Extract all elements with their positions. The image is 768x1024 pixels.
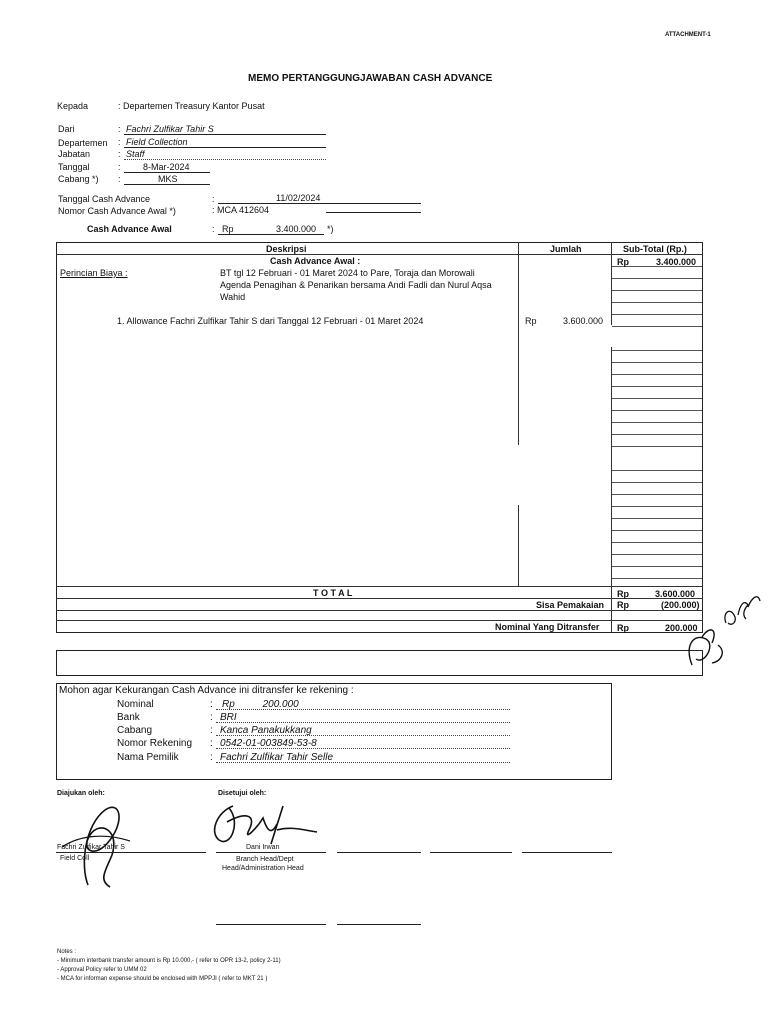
signature-disetujui (205, 800, 325, 850)
tanggal-advance-value: 11/02/2024 (276, 193, 321, 203)
cash-advance-awal-suffix: *) (327, 224, 334, 234)
header-deskripsi: Deskripsi (266, 244, 307, 254)
nominal-rp: Rp (617, 623, 629, 633)
field-label-dari: Dari (58, 124, 75, 134)
notes-line-1: - Minimum interbank transfer amount is Rp 10.000,- ( refer to OPR 13-2, policy 2-11) (57, 958, 281, 964)
cash-advance-awal-row: Cash Advance Awal : (270, 256, 361, 266)
kepada-label: Kepada (57, 101, 89, 111)
desc-line-2: Agenda Penagihan & Penarikan bersama Andi Fadli dan Nurul Aqsa (220, 280, 492, 290)
page-title: MEMO PERTANGGUNGJAWABAN CASH ADVANCE (248, 73, 493, 84)
diajukan-label: Diajukan oleh: (57, 790, 105, 797)
field-value-departemen: Field Collection (126, 137, 188, 147)
disetujui-label: Disetujui oleh: (218, 790, 267, 797)
sisa-label: Sisa Pemakaian (536, 600, 605, 610)
transfer-heading: Mohon agar Kekurangan Cash Advance ini ditransfer ke rekening : (59, 685, 354, 696)
notes-title: Notes : (57, 949, 77, 955)
nominal-label: Nominal Yang Ditransfer (495, 622, 600, 632)
field-value-jabatan: Staff (126, 149, 145, 159)
desc-line-3: Wahid (220, 292, 246, 302)
field-value-tanggal: 8-Mar-2024 (143, 162, 190, 172)
sisa-value: (200.000) (661, 600, 700, 610)
item-allowance: 1. Allowance Fachri Zulfikar Tahir S dari Tanggal 12 Februari - 01 Maret 2024 (117, 316, 424, 326)
transfer-value-nominal: Rp 200.000 (222, 699, 299, 710)
transfer-label-bank: Bank (117, 712, 140, 723)
cash-advance-awal-label: Cash Advance Awal (87, 224, 172, 234)
field-label-tanggal: Tanggal (58, 162, 90, 172)
nomor-advance-label: Nomor Cash Advance Awal *) (58, 206, 176, 216)
desc-line-1: BT tgl 12 Februari - 01 Maret 2024 to Pare, Toraja dan Morowali (220, 268, 475, 278)
subtotal-rp: Rp (617, 257, 629, 267)
transfer-label-cabang: Cabang (117, 725, 153, 736)
disetujui-role-2: Head/Administration Head (222, 865, 304, 872)
transfer-value-bank: BRI (220, 712, 237, 723)
item-rp: Rp (525, 316, 537, 326)
nomor-advance-value: : MCA 412604 (212, 205, 270, 215)
cash-advance-awal-value: 3.400.000 (276, 224, 317, 234)
total-value: 3.600.000 (655, 589, 696, 599)
field-value-cabang: MKS (158, 174, 178, 184)
transfer-label-nominal: Nominal (117, 699, 154, 710)
total-rp: Rp (617, 589, 629, 599)
item-value: 3.600.000 (563, 316, 604, 326)
nominal-value: 200.000 (665, 623, 698, 633)
perincian-label: Perincian Biaya : (60, 268, 128, 278)
field-value-dari: Fachri Zulfikar Tahir S (126, 124, 214, 134)
remarks-box (56, 650, 703, 676)
notes-line-2: - Approval Policy refer to UMM 02 (57, 967, 147, 973)
subtotal-value: 3.400.000 (656, 257, 697, 267)
transfer-value-rekening: 0542-01-003849-53-8 (220, 738, 317, 749)
diajukan-role: Field Coll (60, 855, 90, 862)
kepada-value: : Departemen Treasury Kantor Pusat (118, 101, 265, 111)
tanggal-advance-label: Tanggal Cash Advance (58, 194, 151, 204)
notes-line-3: - MCA for informan expense should be enclosed with MPPJI ( refer to MKT 21 ) (57, 976, 268, 982)
transfer-value-pemilik: Fachri Zulfikar Tahir Selle (220, 752, 334, 763)
transfer-label-pemilik: Nama Pemilik (117, 752, 179, 763)
field-label-departemen: Departemen (58, 138, 108, 148)
disetujui-name: Dani Irwan (246, 844, 280, 851)
transfer-value-cabang: Kanca Panakukkang (220, 725, 312, 736)
cash-advance-awal-rp: Rp (222, 224, 234, 234)
header-jumlah: Jumlah (550, 244, 582, 254)
header-subtotal: Sub-Total (Rp.) (623, 244, 687, 254)
field-label-cabang: Cabang *) (58, 174, 99, 184)
attachment-label: ATTACHMENT-1 (665, 32, 711, 38)
disetujui-role-1: Branch Head/Dept (236, 856, 294, 863)
total-label: T O T A L (313, 588, 353, 598)
field-label-jabatan: Jabatan (58, 149, 91, 159)
transfer-label-rekening: Nomor Rekening (117, 738, 193, 749)
sisa-rp: Rp (617, 600, 629, 610)
diajukan-name: Fachri Zulfikar Tahir S (57, 844, 125, 851)
paraph-mark (682, 585, 768, 675)
